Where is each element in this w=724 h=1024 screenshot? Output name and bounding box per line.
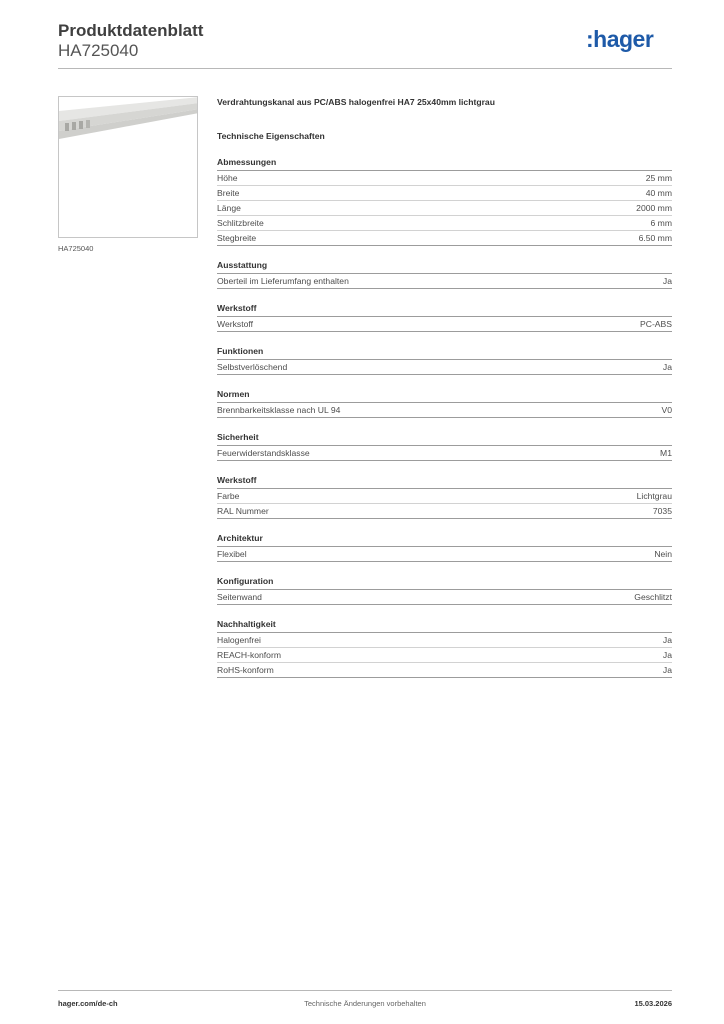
section-ausstattung [217, 260, 672, 289]
page-title: Produktdatenblatt [58, 21, 204, 40]
spec-row [217, 231, 672, 246]
section-title: Werkstoff [217, 303, 672, 317]
spec-label: Brennbarkeitsklasse nach UL 94 [217, 405, 341, 415]
product-description: Verdrahtungskanal aus PC/ABS halogenfrei HA7 25x40mm lichtgrau [217, 97, 495, 107]
section-abmessungen [217, 157, 672, 246]
spec-label: Oberteil im Lieferumfang enthalten [217, 276, 349, 286]
specifications [217, 96, 672, 678]
spec-row [217, 633, 672, 648]
technical-properties-heading: Technische Eigenschaften [217, 131, 325, 141]
spec-label: Stegbreite [217, 233, 257, 243]
spec-row [217, 663, 672, 678]
spec-label: Selbstverlöschend [217, 362, 288, 372]
spec-value: V0 [661, 405, 672, 415]
spec-value: Ja [662, 665, 672, 675]
spec-value: 6.50 mm [638, 233, 672, 243]
spec-label: Länge [217, 203, 241, 213]
spec-row [217, 403, 672, 418]
website-link[interactable]: hager.com/de-ch [58, 999, 118, 1008]
document-date: 15.03.2026 [634, 999, 672, 1008]
changes-notice: Technische Änderungen vorbehalten [304, 999, 426, 1008]
spec-row [217, 216, 672, 231]
spec-value: PC-ABS [640, 319, 672, 329]
spec-value: Lichtgrau [636, 491, 672, 501]
spec-label: Breite [217, 188, 240, 198]
spec-label: Feuerwiderstandsklasse [217, 448, 310, 458]
spec-label: Werkstoff [217, 319, 253, 329]
section-title: Werkstoff [217, 475, 672, 489]
spec-row [217, 317, 672, 332]
spec-label: Flexibel [217, 549, 247, 559]
spec-label: Schlitzbreite [217, 218, 264, 228]
spec-row [217, 360, 672, 375]
section-nachhaltigkeit [217, 619, 672, 678]
section-title: Funktionen [217, 346, 672, 360]
spec-value: Ja [662, 276, 672, 286]
spec-row [217, 590, 672, 605]
spec-value: 25 mm [645, 173, 672, 183]
section-title: Abmessungen [217, 157, 672, 171]
page-footer [58, 990, 672, 1008]
spec-value: 6 mm [650, 218, 672, 228]
spec-value: 40 mm [645, 188, 672, 198]
spec-row [217, 186, 672, 201]
spec-value: 7035 [652, 506, 672, 516]
spec-label: RoHS-konform [217, 665, 274, 675]
spec-row [217, 489, 672, 504]
spec-label: Halogenfrei [217, 635, 261, 645]
spec-label: REACH-konform [217, 650, 281, 660]
cable-duct-illustration [59, 97, 198, 238]
product-code: HA725040 [58, 41, 139, 60]
section-werkstoff-farbe [217, 475, 672, 519]
section-title: Normen [217, 389, 672, 403]
spec-label: RAL Nummer [217, 506, 269, 516]
spec-value: Ja [662, 650, 672, 660]
section-sicherheit [217, 432, 672, 461]
spec-value: Ja [662, 362, 672, 372]
spec-row [217, 648, 672, 663]
section-title: Sicherheit [217, 432, 672, 446]
spec-label: Höhe [217, 173, 238, 183]
page-header [58, 21, 672, 69]
spec-label: Seitenwand [217, 592, 262, 602]
section-title: Nachhaltigkeit [217, 619, 672, 633]
spec-label: Farbe [217, 491, 240, 501]
spec-value: Ja [662, 635, 672, 645]
section-title: Konfiguration [217, 576, 672, 590]
spec-value: 2000 mm [636, 203, 672, 213]
hager-logo [586, 27, 672, 53]
spec-row [217, 274, 672, 289]
spec-value: M1 [660, 448, 672, 458]
spec-value: Geschlitzt [634, 592, 672, 602]
spec-row [217, 504, 672, 519]
section-konfiguration [217, 576, 672, 605]
section-title: Architektur [217, 533, 672, 547]
section-title: Ausstattung [217, 260, 672, 274]
section-normen [217, 389, 672, 418]
spec-row [217, 171, 672, 186]
spec-value: Nein [654, 549, 672, 559]
spec-row [217, 547, 672, 562]
image-caption: HA725040 [58, 244, 94, 253]
svg-text::hager: :hager [586, 27, 654, 52]
section-architektur [217, 533, 672, 562]
product-image [58, 96, 198, 238]
section-funktionen [217, 346, 672, 375]
section-werkstoff [217, 303, 672, 332]
spec-row [217, 446, 672, 461]
spec-row [217, 201, 672, 216]
